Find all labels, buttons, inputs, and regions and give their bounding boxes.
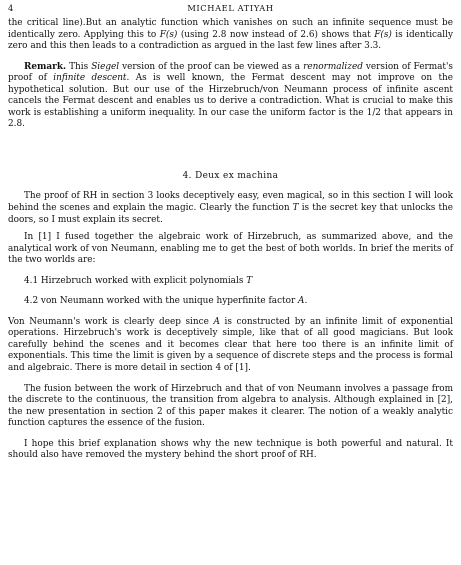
- math-A: A: [298, 296, 305, 307]
- remark-label: Remark.: [24, 61, 67, 72]
- list-item-4-2: 4.2 von Neumann worked with the unique hyperfinite factor A.: [24, 296, 308, 307]
- renormalized-term: renormalized: [303, 61, 363, 72]
- math-A: A: [213, 316, 220, 327]
- remark-paragraph: Remark. This Siegel version of the proof can be viewed as a renormalized version of Fermat's proof of infinite descent. As is well known, the Fermat descent may not improve on the hypothetical solution. But our use of the Hirzebruch/von Neumann process of infinite ascent cancels the Fermat descent and enables us to derive a contradiction. What is crucial to make this work is establishing a uniform inequality. In our case the uniform factor is the 1/2 that appears in 2.8.: [8, 61, 453, 130]
- siegel-term: Siegel: [91, 61, 120, 72]
- math-T: T: [292, 203, 299, 214]
- page-header: [8, 3, 453, 15]
- math-T: T: [246, 275, 253, 286]
- list-item-4-1: 4.1 Hirzebruch worked with explicit polynomials T: [24, 275, 253, 286]
- infinite-descent-term: infinite descent: [53, 73, 127, 84]
- paragraph-von-neumann: Von Neumann's work is clearly deep since A is constructed by an infinite limit of exponential operations. Hirzebruch's work is deceptively simple, like that of all good magicians. But look carefully behind the scenes and it becomes clear that here too there is an infinite limit of exponentials. This time the limit is given by a sequence of discrete steps and the process is formal and algebraic. There is more detail in section 4 of [1].: [8, 316, 453, 374]
- paragraph-fusion: The fusion between the work of Hirzebruch and that of von Neumann involves a passage from the discrete to the continuous, the transition from algebra to analysis. Although explained in [2], the new presentation in section 2 of this paper makes it clearer. The notion of a weakly analytic function captures the essence of the fusion.: [8, 383, 453, 429]
- paragraph-fusion-intro: In [1] I fused together the algebraic work of Hirzebruch, as summarized above, and the analytical work of von Neumann, enabling me to get the best of both worlds. In brief the merits of the two worlds are:: [8, 232, 453, 266]
- section-heading: 4. Deux ex machina: [182, 170, 279, 181]
- body-text: [8, 18, 453, 462]
- math-F-of-s: F(s): [159, 29, 178, 40]
- paragraph-proof-of-rh: The proof of RH in section 3 looks deceptively easy, even magical, so in this section I will look behind the scenes and explain the magic. Clearly the function T is the secret key that unlocks the doors, so I must explain its secret.: [8, 191, 453, 225]
- paragraph-analytic-function: the critical line).But an analytic function which vanishes on such an infinite sequence must be identically zero. Applying this to F(s) (using 2.8 now instead of 2.6) shows that F(s) is identically zero and this then leads to a contradiction as argued in the last few lines after 3.3.: [8, 18, 453, 52]
- math-F-of-s: F(s): [374, 29, 392, 40]
- paragraph-conclusion: I hope this brief explanation shows why the new technique is both powerful and natural. It should also have removed the mystery behind the short proof of RH.: [8, 438, 453, 461]
- page-number: 4: [8, 3, 14, 13]
- running-head: MICHAEL ATIYAH: [187, 3, 274, 13]
